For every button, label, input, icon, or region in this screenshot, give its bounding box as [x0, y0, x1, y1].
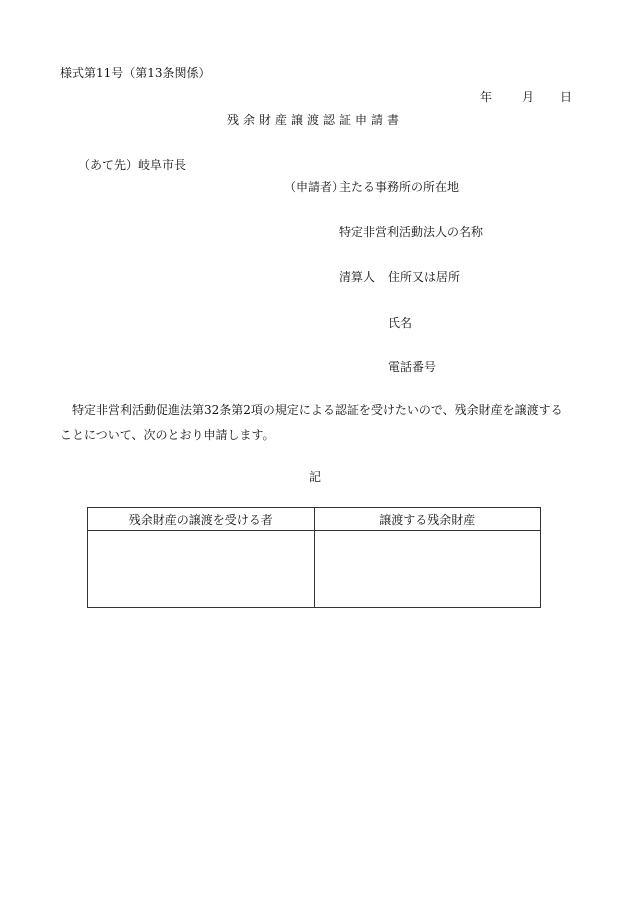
- npo-name-label: 特定非営利活動法人の名称: [339, 225, 484, 239]
- recipient-cell: [88, 531, 315, 608]
- ki-label: 記: [308, 470, 321, 484]
- recipient-column-header: 残余財産の譲渡を受ける者: [88, 508, 315, 531]
- office-location-label: 主たる事務所の所在地: [339, 180, 460, 194]
- table-row: [88, 531, 541, 608]
- assets-cell: [314, 531, 541, 608]
- date-line: [480, 90, 572, 104]
- date-month-label: 月: [521, 90, 534, 104]
- name-label: 氏名: [388, 316, 413, 330]
- address-label: 住所又は居所: [388, 270, 461, 284]
- body-text-line-1: 特定非営利活動促進法第32条第2項の規定による認証を受けたいので、残余財産を譲渡する: [72, 403, 563, 417]
- body-text-line-2: ことについて、次のとおり申請します。: [60, 428, 275, 442]
- phone-label: 電話番号: [388, 360, 437, 374]
- addressee: （あて先）岐阜市長: [78, 158, 187, 172]
- applicant-label: （申請者）: [284, 180, 345, 194]
- liquidator-label: 清算人: [339, 270, 376, 284]
- table-header-row: [88, 508, 541, 531]
- date-year-label: 年: [479, 90, 492, 104]
- date-day-label: 日: [559, 90, 572, 104]
- assets-column-header: 譲渡する残余財産: [314, 508, 541, 531]
- form-number: 様式第11号（第13条関係）: [60, 66, 211, 80]
- asset-transfer-table: [87, 507, 541, 608]
- document-title: 残余財産譲渡認証申請書: [226, 113, 403, 127]
